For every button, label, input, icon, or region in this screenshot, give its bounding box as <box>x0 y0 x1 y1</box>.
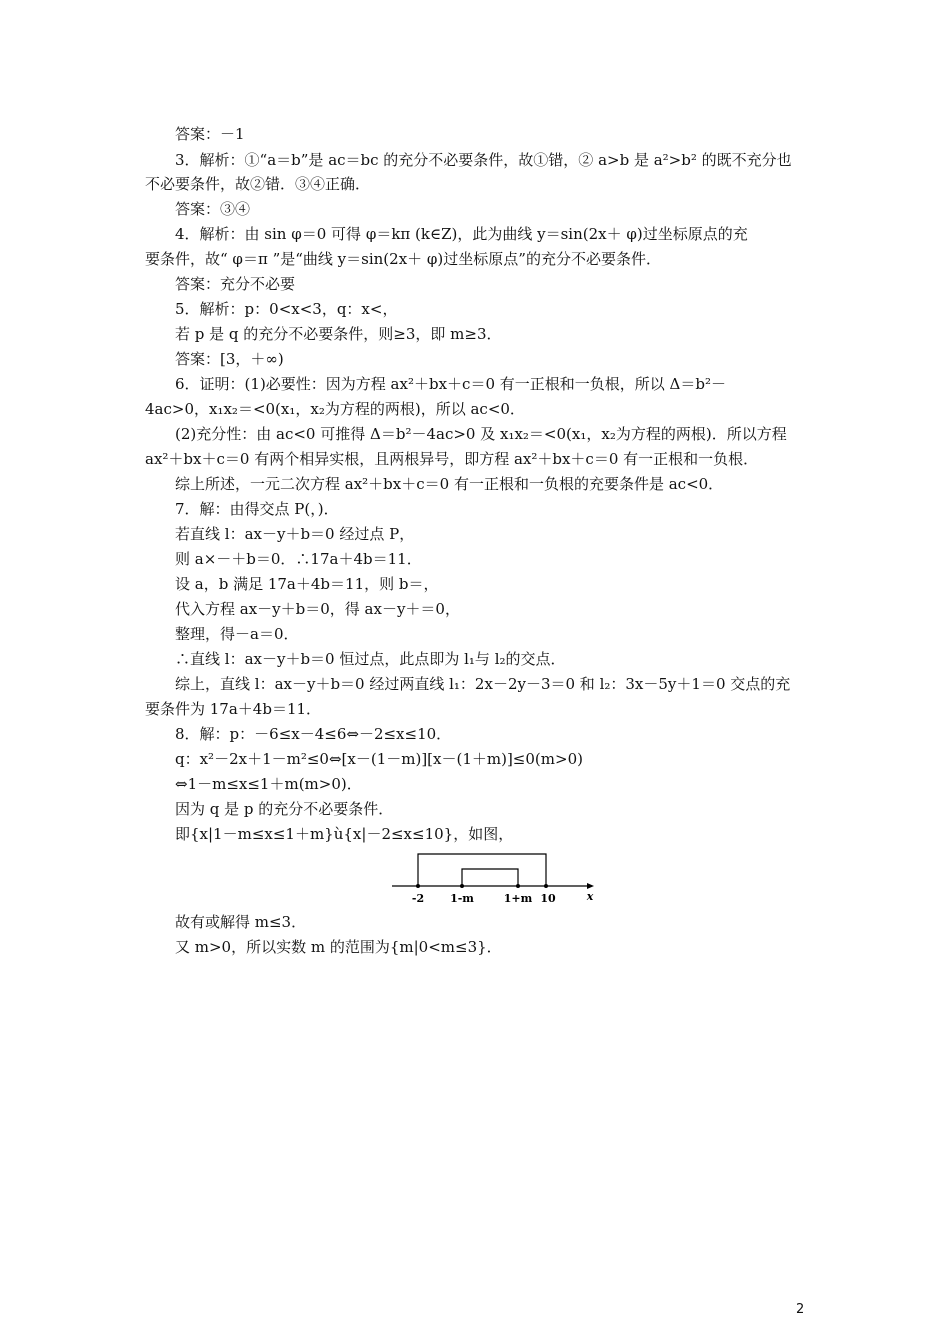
text-line: ⇔1－m≤x≤1＋m(m>0)． <box>175 775 362 793</box>
text-line: 4．解析：由 sin φ＝0 可得 φ＝kπ (k∈Z)，此为曲线 y＝sin(2x＋ φ)过坐标原点的充 <box>175 225 748 243</box>
text-line: 设 a，b 满足 17a＋4b＝11，则 b＝， <box>175 575 439 593</box>
interval-p <box>418 854 546 886</box>
point-1-plus-m <box>516 884 520 888</box>
text-line: 要条件为 17a＋4b＝11． <box>145 700 322 718</box>
page-number: 2 <box>796 1302 805 1317</box>
text-line: 整理，得－a＝0． <box>175 625 299 643</box>
text-line: 答案：充分不必要 <box>175 275 296 293</box>
text-line: 代入方程 ax－y＋b＝0，得 ax－y＋＝0， <box>175 600 460 618</box>
label-10: 10 <box>540 892 556 905</box>
label-1-minus-m: 1-m <box>450 892 474 905</box>
number-line-figure <box>390 848 600 906</box>
text-line: 答案：③④ <box>175 200 251 218</box>
text-line: 8．解：p：－6≤x－4≤6⇔－2≤x≤10． <box>175 725 452 743</box>
text-line: 则 a×－＋b＝0．∴17a＋4b＝11． <box>175 550 422 568</box>
point-1-minus-m <box>460 884 464 888</box>
text-line: 6．证明：(1)必要性：因为方程 ax²＋bx＋c＝0 有一正根和一负根，所以 Δ＝b²－ <box>175 375 726 393</box>
axis-arrow <box>587 883 594 889</box>
text-line: ∴直线 l：ax－y＋b＝0 恒过点，此点即为 l₁与 l₂的交点． <box>175 650 566 668</box>
text-line: 不必要条件，故②错．③④正确． <box>145 175 371 193</box>
text-line: 7．解：由得交点 P(，)． <box>175 500 339 518</box>
text-line: 因为 q 是 p 的充分不必要条件． <box>175 800 394 818</box>
text-line: 若直线 l：ax－y＋b＝0 经过点 P， <box>175 525 415 543</box>
label-1-plus-m: 1+m <box>503 892 533 905</box>
point-neg2 <box>416 884 420 888</box>
text-line: q：x²－2x＋1－m²≤0⇔[x－(1－m)][x－(1＋m)]≤0(m>0) <box>175 750 583 768</box>
point-10 <box>544 884 548 888</box>
text-line: 4ac>0，x₁x₂＝<0(x₁，x₂为方程的两根)，所以 ac<0． <box>145 400 525 418</box>
text-line: ax²＋bx＋c＝0 有两个相异实根，且两根异号，即方程 ax²＋bx＋c＝0 有一正根和一负根． <box>145 450 759 468</box>
text-line: 又 m>0，所以实数 m 的范围为{m|0<m≤3}． <box>175 938 502 956</box>
text-line: 答案：[3，＋∞) <box>175 350 284 368</box>
text-line: 综上所述，一元二次方程 ax²＋bx＋c＝0 有一正根和一负根的充要条件是 ac<0． <box>175 475 724 493</box>
label-x: x <box>586 890 594 903</box>
text-line: 要条件，故“ φ＝π ”是“曲线 y＝sin(2x＋ φ)过坐标原点”的充分不必要条件． <box>145 250 661 268</box>
text-line: 综上，直线 l：ax－y＋b＝0 经过两直线 l₁：2x－2y－3＝0 和 l₂：3x－5y＋1＝0 交点的充 <box>175 675 791 693</box>
text-line: (2)充分性：由 ac<0 可推得 Δ＝b²－4ac>0 及 x₁x₂＝<0(x₁，x₂为方程的两根)．所以方程 <box>175 425 787 443</box>
interval-q <box>462 869 518 886</box>
text-line: 故有或解得 m≤3． <box>175 913 307 931</box>
text-line: 答案：－1 <box>175 125 245 143</box>
text-line: 即{x|1－m≤x≤1＋m}ù{x|－2≤x≤10}，如图， <box>175 825 514 843</box>
text-line: 3．解析：①“a＝b”是 ac＝bc 的充分不必要条件，故①错，② a>b 是 a²>b² 的既不充分也 <box>175 151 792 169</box>
text-line: 5．解析：p：0<x<3，q：x<， <box>175 300 398 318</box>
label-neg2: -2 <box>411 892 425 905</box>
text-line: 若 p 是 q 的充分不必要条件，则≥3，即 m≥3． <box>175 325 502 343</box>
